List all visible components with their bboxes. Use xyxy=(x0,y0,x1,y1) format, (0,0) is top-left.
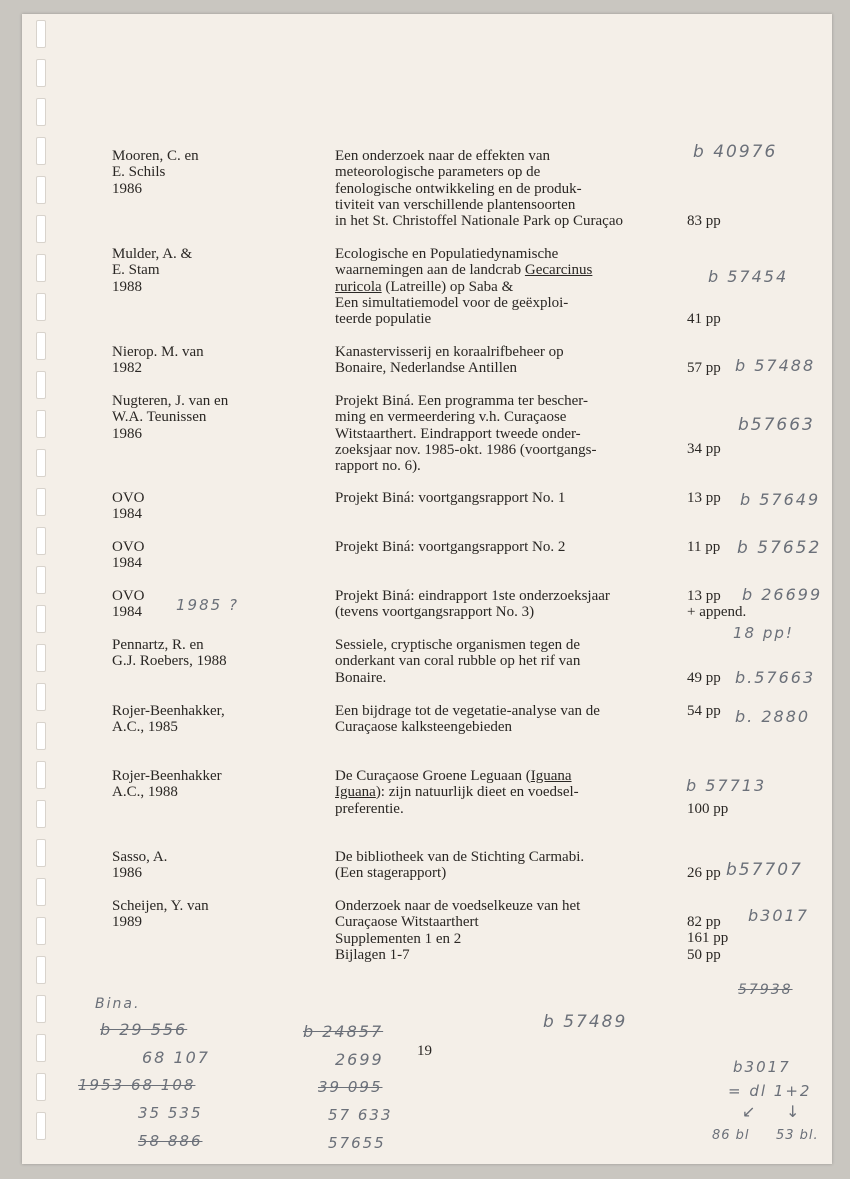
page-count: 54 pp xyxy=(687,703,721,719)
title-line: Een onderzoek naar de effekten van xyxy=(335,148,551,164)
page-count: 13 pp xyxy=(687,490,721,506)
binder-hole xyxy=(36,410,46,438)
author-line: OVO xyxy=(112,588,145,604)
author-line: OVO xyxy=(112,539,145,555)
handwritten-note: b. 2880 xyxy=(735,707,811,726)
handwritten-note: 53 bl. xyxy=(776,1128,819,1143)
title-line: Projekt Biná. Een programma ter bescher- xyxy=(335,393,588,409)
handwritten-note: b 29 556 xyxy=(100,1020,188,1039)
binder-hole xyxy=(36,722,46,750)
handwritten-note: 2699 xyxy=(335,1050,384,1069)
title-line: Een simultatiemodel voor de geëxploi- xyxy=(335,294,569,311)
binder-hole xyxy=(36,254,46,282)
title-line: Curaçaose kalksteengebieden xyxy=(335,719,513,736)
author-line: E. Schils xyxy=(112,164,166,181)
binder-hole xyxy=(36,956,46,984)
handwritten-note: 57938 xyxy=(738,982,793,998)
binder-hole xyxy=(36,20,46,48)
author-line: 1984 xyxy=(112,506,142,523)
page-count: 26 pp xyxy=(687,865,721,881)
handwritten-note: 68 107 xyxy=(142,1048,210,1067)
title-line: Kanastervisserij en koraalrifbeheer op xyxy=(335,344,564,360)
handwritten-note: = dl 1+2 xyxy=(728,1082,812,1100)
handwritten-note: b.57663 xyxy=(735,668,816,687)
handwritten-note: b3017 xyxy=(748,906,809,925)
author-line: Scheijen, Y. van xyxy=(112,898,209,914)
binder-hole xyxy=(36,176,46,204)
title-line: Supplementen 1 en 2 xyxy=(335,930,462,947)
handwritten-note: b 26699 xyxy=(742,585,823,604)
author-line: W.A. Teunissen xyxy=(112,409,207,426)
handwritten-note: b 24857 xyxy=(303,1022,384,1041)
title-line: ming en vermeerdering v.h. Curaçaose xyxy=(335,409,567,426)
handwritten-note: b57707 xyxy=(726,860,803,880)
page-count: 49 pp xyxy=(687,670,721,686)
binder-hole xyxy=(36,644,46,672)
title-line: teerde populatie xyxy=(335,311,432,328)
title-line: (Een stagerapport) xyxy=(335,865,447,882)
title-line: preferentie. xyxy=(335,800,404,817)
binder-hole xyxy=(36,839,46,867)
author-line: Nugteren, J. van en xyxy=(112,393,229,409)
title-line: Bijlagen 1-7 xyxy=(335,946,410,963)
page-count: 34 pp xyxy=(687,441,721,457)
handwritten-note: b 57652 xyxy=(737,538,822,558)
author-line: 1984 xyxy=(112,555,142,572)
title-line: waarnemingen aan de landcrab Gecarcinus xyxy=(335,262,593,279)
title-line: Projekt Biná: voortgangsrapport No. 2 xyxy=(335,539,566,555)
binder-hole xyxy=(36,683,46,711)
title-line: Curaçaose Witstaarthert xyxy=(335,914,479,931)
title-line: Iguana): zijn natuurlijk dieet en voedsel- xyxy=(335,784,579,801)
author-line: Nierop. M. van xyxy=(112,344,204,360)
binder-hole xyxy=(36,215,46,243)
author-line: 1986 xyxy=(112,425,142,442)
author-line: 1988 xyxy=(112,278,142,295)
binder-hole xyxy=(36,1112,46,1140)
title-line: Projekt Biná: voortgangsrapport No. 1 xyxy=(335,490,566,506)
author-line: Sasso, A. xyxy=(112,849,168,865)
page-count: 100 pp xyxy=(687,801,729,817)
arrow-down-icon: ↓ xyxy=(786,1102,800,1121)
binder-hole xyxy=(36,371,46,399)
handwritten-note: b 57454 xyxy=(708,267,789,286)
author-line: G.J. Roebers, 1988 xyxy=(112,653,227,670)
title-line: fenologische ontwikkeling en de produk- xyxy=(335,180,582,197)
author-line: Mooren, C. en xyxy=(112,148,199,164)
author-line: Rojer-Beenhakker, xyxy=(112,703,225,719)
title-line: Sessiele, cryptische organismen tegen de xyxy=(335,637,581,653)
author-line: 1989 xyxy=(112,914,142,931)
handwritten-note: b 40976 xyxy=(693,142,778,162)
binder-hole xyxy=(36,800,46,828)
author-line: 1982 xyxy=(112,360,142,377)
author-line: 1986 xyxy=(112,865,142,882)
title-line: Onderzoek naar de voedselkeuze van het xyxy=(335,898,581,914)
binder-hole xyxy=(36,878,46,906)
handwritten-note: 57 633 xyxy=(328,1106,393,1124)
title-line: Een bijdrage tot de vegetatie-analyse van de xyxy=(335,703,600,719)
author-line: Mulder, A. & xyxy=(112,246,193,262)
binder-hole xyxy=(36,1034,46,1062)
page-count: 161 pp xyxy=(687,930,729,947)
handwritten-note: b 57488 xyxy=(735,356,816,375)
species-name: Iguana xyxy=(335,784,376,801)
handwritten-note: b 57649 xyxy=(740,490,821,509)
title-line: ruricola (Latreille) op Saba & xyxy=(335,278,514,295)
handwritten-note: 86 bl xyxy=(712,1128,750,1143)
author-line: OVO xyxy=(112,490,145,506)
title-line: Bonaire, Nederlandse Antillen xyxy=(335,360,518,377)
handwritten-note: 58 886 xyxy=(138,1132,203,1150)
binder-hole xyxy=(36,605,46,633)
title-line: zoeksjaar nov. 1985-okt. 1986 (voortgangs- xyxy=(335,441,597,458)
handwritten-note: 35 535 xyxy=(138,1104,203,1122)
page-count: 57 pp xyxy=(687,360,721,376)
species-name: Iguana xyxy=(530,768,572,784)
title-line: (tevens voortgangsrapport No. 3) xyxy=(335,604,535,621)
page-count: 13 pp xyxy=(687,588,721,604)
title-line: De Curaçaose Groene Leguaan (Iguana xyxy=(335,768,572,784)
title-line: Projekt Biná: eindrapport 1ste onderzoeksjaar xyxy=(335,588,610,604)
author-line: 1986 xyxy=(112,180,142,197)
title-line: rapport no. 6). xyxy=(335,458,421,475)
page-count: 41 pp xyxy=(687,311,721,327)
binder-hole xyxy=(36,761,46,789)
page-count: 50 pp xyxy=(687,946,721,963)
page-count: 83 pp xyxy=(687,213,721,229)
arrow-down-left-icon: ↙ xyxy=(742,1102,756,1121)
title-line: onderkant van coral rubble op het rif van xyxy=(335,653,581,670)
title-line: Witstaarthert. Eindrapport tweede onder- xyxy=(335,425,581,442)
binder-hole xyxy=(36,332,46,360)
page-number: 19 xyxy=(417,1043,432,1059)
author-line: A.C., 1985 xyxy=(112,719,178,736)
binder-hole xyxy=(36,488,46,516)
species-name: ruricola xyxy=(335,278,382,295)
handwritten-note: Bina. xyxy=(95,996,141,1012)
binder-hole xyxy=(36,137,46,165)
species-name: Gecarcinus xyxy=(524,262,593,279)
binder-hole xyxy=(36,995,46,1023)
page-count: 11 pp xyxy=(687,539,721,555)
handwritten-note: b3017 xyxy=(733,1058,791,1076)
author-line: Pennartz, R. en xyxy=(112,637,204,653)
author-line: E. Stam xyxy=(112,262,160,279)
title-line: De bibliotheek van de Stichting Carmabi. xyxy=(335,849,585,865)
handwritten-note: 1985 ? xyxy=(176,596,239,614)
handwritten-note: 57655 xyxy=(328,1134,386,1152)
page-count: 82 pp xyxy=(687,914,721,930)
handwritten-note: b 57713 xyxy=(686,776,767,795)
binder-hole xyxy=(36,1073,46,1101)
handwritten-note: 39 095 xyxy=(318,1078,383,1096)
title-line: Bonaire. xyxy=(335,669,387,686)
handwritten-note: 1953 68 108 xyxy=(78,1076,196,1094)
title-line: Ecologische en Populatiedynamische xyxy=(335,246,559,262)
title-line: tiviteit van verschillende plantensoorten xyxy=(335,196,576,213)
title-line: meteorologische parameters op de xyxy=(335,164,541,181)
binder-holes xyxy=(30,20,52,1160)
binder-hole xyxy=(36,293,46,321)
binder-hole xyxy=(36,59,46,87)
handwritten-note: b 57489 xyxy=(543,1012,628,1032)
binder-hole xyxy=(36,98,46,126)
handwritten-note: 18 pp! xyxy=(733,624,794,642)
binder-hole xyxy=(36,527,46,555)
page-count-append: + append. xyxy=(687,604,747,621)
binder-hole xyxy=(36,449,46,477)
handwritten-note: b57663 xyxy=(738,415,815,435)
author-line: A.C., 1988 xyxy=(112,784,178,801)
binder-hole xyxy=(36,917,46,945)
author-line: Rojer-Beenhakker xyxy=(112,768,222,784)
author-line: 1984 xyxy=(112,604,142,621)
title-line: in het St. Christoffel Nationale Park op Curaçao xyxy=(335,213,623,230)
binder-hole xyxy=(36,566,46,594)
